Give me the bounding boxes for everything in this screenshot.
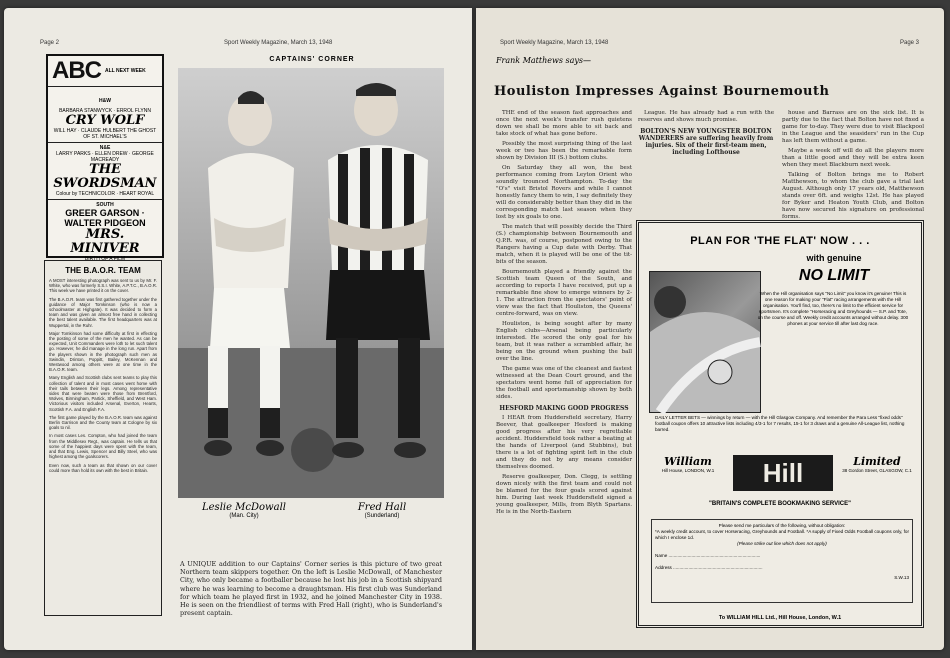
article-paragraph: Houliston, is being sought after by many English clubs—Arsenal being particularly interested. He scored the only goal for his team, but it was rather a scrambled affair, he being on the ground when pushing the ball over the line. — [496, 321, 632, 362]
abc-listing-1: BARBARA STANWYCK · ERROL FLYNN CRY WOLF WILL HAY · CLAUDE HULBERT THE GHOST OF ST. MICHAEL'S — [48, 106, 162, 143]
ad-footer-address: To WILLIAM HILL Ltd., Hill House, London, W.1 — [718, 615, 842, 621]
ad-daily-letter-bets: DAILY LETTER BETS — winnings by return — with the Hill Glasgow Company. And remember the Para Less "fixed odds" football coupon offers 10 attractive lists including 4/3-1 for 7 results, 15-1 for 3 draws and a genuine All-League list, nothing barred. — [655, 415, 905, 432]
article-paragraph: I HEAR from Huddersfield secretary, Harry Beever, that goalkeeper Hesford is making good progress after his very regrettable accident. Huddersfield took rather a beating at the hands of Liverpool (and Stubbins), but there is a lot of fighting spirit left in the club and they do not by any means consider themselves doomed. — [496, 415, 632, 470]
article-paragraph: League. He has already had a run with the reserves and shows much promise. — [638, 110, 774, 123]
subhead: BOLTON'S NEW YOUNGSTER BOLTON WANDERERS are suffering heavily from injuries. Six of their first-team men, including Lofthouse — [638, 128, 774, 156]
racecourse-icon — [650, 272, 760, 412]
headline: Houliston Impresses Against Bournemouth — [494, 84, 830, 99]
racecourse-illustration — [649, 271, 761, 413]
article-paragraph: house and Barrass are on the sick list. It is partly due to the fact that Bolton have not fixed a game for to-day. They were due to visit Blackpool in the League and the seasiders' run in the Cup has left them without a game. — [782, 110, 924, 144]
left-page — [4, 8, 472, 650]
article-paragraph: Bournemouth played a friendly against the Scottish team Queen of the South, and according to reports I have received, put up a remarkable fine show to emerge winners by 2-1. The attraction from the spectators' point of view was the fact that Houliston, the Queens' centre-forward, was on view. — [496, 269, 632, 317]
article-paragraph: On Saturday they all won, the best performance coming from Leyton Orient who soundly trounced Northampton. To-day the "O's" visit Bristol Rovers and while I cannot honestly fancy them to win, I say definitely they will do considerably better than they did in the corresponding match last season when they lost by six goals to one. — [496, 165, 632, 220]
article-paragraph: Talking of Bolton brings me to Robert Matthewson, to whom the club gave a trial last August. Although only 17 years old, Matthewson stands over 6ft. and weighs 12st. He has played for Byker and Heaton Youth Club, and Bolton have now secured his signature on professional forms. — [782, 172, 924, 220]
right-player-caption: Fred Hall (Sunderland) — [357, 502, 407, 519]
article-paragraph: Maybe a week off will do all the players more than a little good and they will be extra keen when they meet Blackburn next week. — [782, 148, 924, 168]
baor-paragraph: A MOST interesting photograph was sent to us by Mr. F. White, who was formerly S.S.I. White, A.P.T.C., B.A.O.R. This week we have printed it on the cover. — [49, 278, 157, 294]
abc-cast: LARRY PARKS · ELLEN DREW · GEORGE MACREADY — [56, 151, 154, 163]
coupon-address-field: Address ...................................................................... — [655, 565, 763, 570]
abc-listing-2: N&E LARRY PARKS · ELLEN DREW · GEORGE MACREADY THE SWORDSMAN Colour by TECHNICOLOR · HEART ROYAL — [48, 143, 162, 200]
abc-film-title: CRY WOLF — [65, 113, 145, 128]
two-footballers-photo — [178, 68, 444, 498]
baor-paragraph: Many English and Scottish clubs sent teams to play this collection of talent and in most cases went home with their tails between their legs. Among representative sides that were beaten were those from Brentford, Wolves, Birmingham, Partick, Sheffield, and West Ham. Victorious visitors included Arsenal, Everton, Hearts, Scottish F.A. and English F.A. — [49, 375, 157, 412]
abc-logo-side: ALL NEXT WEEK — [105, 68, 146, 74]
baor-paragraph: Even now, such a team as that shown on our cover could more than hold its own with the best in Britain. — [49, 462, 157, 473]
abc-film-title: MRS. MINIVER — [70, 227, 140, 256]
hill-logo-box: Hill — [733, 455, 833, 491]
ad-coupon-form: Please send me particulars of the following, without obligation: *A weekly credit account, to cover Horseracing, Greyhounds and Football. *A supply of Fixed Odds Football coupons only, for which I enclose 1d. (Please strike out line which does not apply) Name ........................................................................ Address ...................................................................... S.W.13 — [651, 519, 913, 603]
coupon-name-field: Name ........................................................................ — [655, 553, 761, 558]
page-header: Sport Weekly Magazine, March 13, 1948 — [224, 40, 333, 46]
abc-listing-3: SOUTH GREER GARSON · WALTER PIDGEON MRS. MINIVER BIRTH OF A FILM — [48, 200, 162, 264]
page-number: Page 2 — [40, 40, 60, 46]
article-column-3 — [782, 110, 924, 220]
captains-corner-text: A UNIQUE addition to our Captains' Corner series is this picture of two great Northern team skippers together. On the left is Leslie McDowall, of Manchester City, who only became a footballer because he lost his job in a Scottish shipyard where he was learning to become a draughtsman. His first club was Sunderland for which team he played first in 1932, and he joined Manchester City in 1938. He is seen on the friendliest of terms with Fred Hall (right), who is Sunderland's present captain. — [180, 560, 442, 618]
page-number: Page 3 — [900, 40, 920, 46]
ad-headline: PLAN FOR 'THE FLAT' NOW . . . — [690, 235, 870, 247]
abc-film-title: THE SWORDSMAN — [53, 162, 157, 191]
ad-with-genuine: with genuine — [806, 253, 862, 263]
abc-logo-text: ABC — [52, 57, 101, 84]
baor-paragraph: The first game played by the B.A.O.R. team was against Berlin Garrison and the County team at Cologne by six goals to nil. — [49, 414, 157, 431]
baor-paragraph: In most cases Les. Compton, who had joined the team from the Middlesex Regt., was captain. He tells us that some of the happiest days were spent with the team, and that Eng. Lewis, Spencer and Billy Steel, who was highest among the goalscorers. — [49, 433, 157, 460]
abc-logo — [48, 56, 162, 87]
ad-no-limit: NO LIMIT — [798, 267, 870, 284]
baor-title: THE B.A.O.R. TEAM — [65, 266, 141, 275]
abc-cast: GREER GARSON · WALTER PIDGEON — [64, 208, 146, 228]
abc-cast: BARBARA STANWYCK · ERROL FLYNN — [59, 108, 151, 114]
right-page — [476, 8, 944, 650]
byline: Frank Matthews says— — [496, 56, 591, 65]
subhead: HESFORD MAKING GOOD PROGRESS — [499, 405, 629, 412]
article-paragraph: The match that will possibly decide the Third (S.) championship between Bournemouth and Q.P.R. was, of course, postponed owing to the Rangers having a Cup date with Derby. That match, when it is played will be one of the tit-bits of the season. — [496, 224, 632, 265]
left-player-caption: Leslie McDowall (Man. City) — [202, 502, 286, 519]
abc-sub: H&W — [99, 98, 111, 104]
article-paragraph: Possibly the most surprising thing of the last week or two has been the remarkable form shown by Division III (S.) bottom clubs. — [496, 141, 632, 161]
ad-brand-line: "BRITAIN'S COMPLETE BOOKMAKING SERVICE" — [709, 501, 851, 507]
baor-paragraph: Major Tomkinson had some difficulty at first in effecting the posting of some of the men he wanted. As can be expected, Unit Commanders were loth to let such talent go. However, he did manage in the long run. Apart from the players shown in the photograph such men as Swindin, Drinton, Poppitt, Bailey, McKennan and Westwood among others were at one time in the B.A.O.R. team. — [49, 330, 157, 373]
ad-blurb: When the Hill organisation says "No Limit" you know it's genuine! This is one reason for making your "Flat" racing arrangements with the Hill organisation. You'll find, too, there's no limit to the efficient service for sportsmen. It's complete "Horseracing and Greyhounds — S.P. and Tote, on the course and off. Weekly credit accounts arranged without delay. 300 phones at your service till after last dog race. — [757, 291, 909, 326]
captains-corner-title: CAPTAINS' CORNER — [269, 56, 355, 63]
william-hill-ad — [636, 220, 924, 628]
page-header: Sport Weekly Magazine, March 13, 1948 — [500, 40, 609, 46]
baor-paragraph: The B.A.O.R. team was first gathered together under the guidance of Major Tomkinson (who is now a schoolmaster at Highgate). It was decided to form a team and was given an almost free hand in collecting the best talent available. The first headquarters was at Wuppertal, in the Ruhr. — [49, 296, 157, 328]
article-paragraph: THE end of the season fast approaches and once the next week's transfer rush quietens down we shall be more able to sit back and take stock of what has gone before. — [496, 110, 632, 137]
baor-article — [44, 260, 162, 616]
captains-photo — [178, 68, 444, 498]
abc-cinema-ad — [46, 54, 164, 262]
article-paragraph: The game was one of the cleanest and fastest witnessed at the Dean Court ground, and the spectators went home full of appreciation for the football and sportsmanship shown by both sides. — [496, 366, 632, 400]
article-paragraph: Reserve goalkeeper, Don. Clegg, is settling down nicely with the first team and could not be blamed for the four goals scored against him. During last week Huddersfield signed a young goalkeeper, Mills, from Blyth Spartans. He is in the North-Eastern — [496, 474, 632, 515]
article-column-1 — [496, 110, 632, 646]
william-hill-logo: William Hill House, LONDON, W.1 Hill Limited 38 Gordon Street, GLASGOW, C.1 — [653, 455, 913, 495]
article-column-2 — [638, 110, 774, 214]
